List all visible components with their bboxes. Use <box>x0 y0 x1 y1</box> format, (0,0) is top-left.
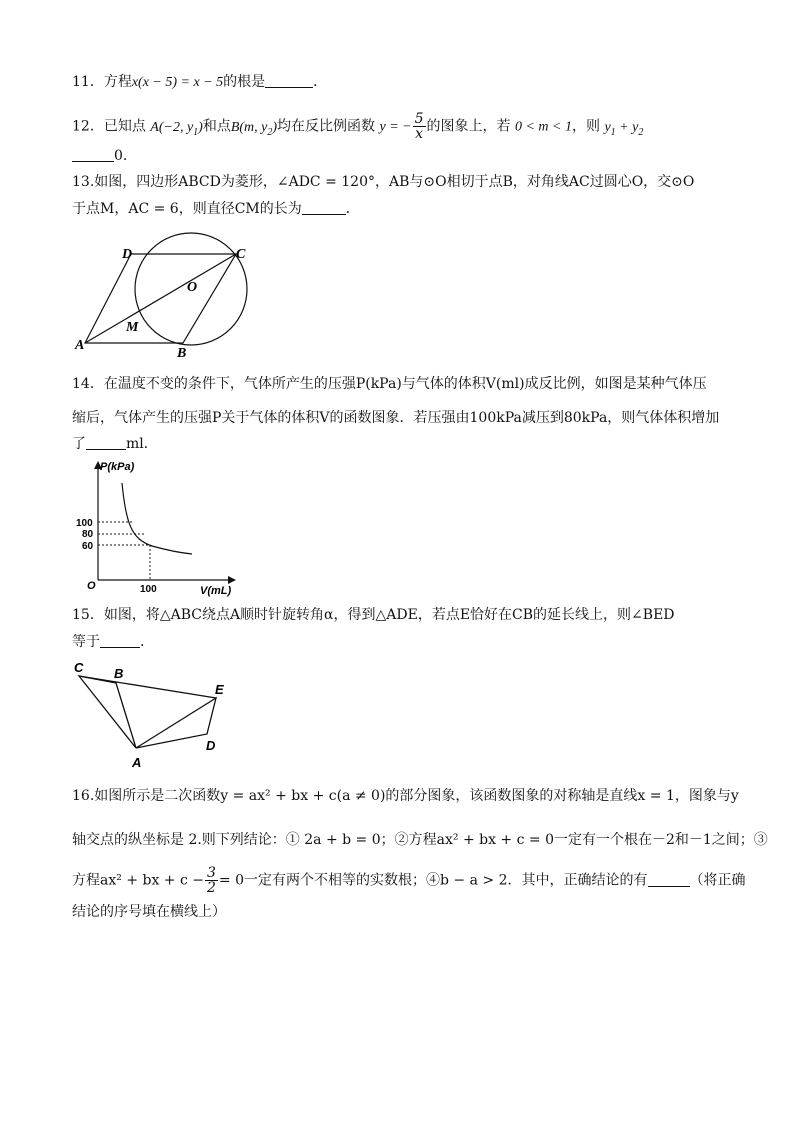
question-16-line4: 结论的序号填在横线上） <box>72 904 226 920</box>
label-a: A <box>132 755 142 770</box>
q12-number: 12．已知点 <box>72 118 146 135</box>
label-a: A <box>75 338 85 353</box>
question-15-line1: 15．如图，将△ABC绕点A顺时针旋转角α，得到△ADE，若点E恰好在CB的延长线上，则∠BED <box>72 607 675 623</box>
rhombus-circle-figure <box>70 225 260 365</box>
label-c: C <box>236 247 246 262</box>
label-d: D <box>122 247 133 262</box>
q12-end: 0． <box>114 148 137 164</box>
pressure-volume-chart <box>70 455 240 600</box>
question-16-line2: 轴交点的纵坐标是 2.则下列结论：① 2a + b = 0；②方程ax² + bx + c = 0一定有一个根在－2和－1之间；③ <box>72 832 768 848</box>
question-14-line1: 14．在温度不变的条件下，气体所产生的压强P(kPa)与气体的体积V(ml)成反比例，如图是某种气体压 <box>72 376 707 392</box>
q12-mid1: 和点 <box>202 118 231 135</box>
q12-mid3: 的图象上，若 <box>426 118 511 135</box>
question-15-line2: 等于 ． <box>72 634 154 650</box>
question-16-line1: 16.如图所示是二次函数y = ax² + bx + c(a ≠ 0)的部分图象，该函数图象的对称轴是直线x = 1，图象与y <box>72 788 739 804</box>
question-16-line3: 方程ax² + bx + c − $\frac{3}{2}$ = 0一定有两个不相等的实数根；④b − a > 2．其中，正确结论的有 （将正确 <box>72 865 746 896</box>
q14-answer-blank[interactable] <box>86 435 126 450</box>
q11-suffix: 的根是 <box>223 74 266 90</box>
label-o: O <box>187 280 198 295</box>
x-axis-arrow <box>228 576 236 584</box>
q16-answer-blank[interactable] <box>648 872 690 887</box>
question-11 <box>72 72 327 93</box>
q11-end: ． <box>313 74 328 90</box>
q12-mid2: 均在反比例函数 <box>277 118 376 135</box>
q11-equation: x(x − 5) = x − 5 <box>131 75 224 90</box>
inverse-curve <box>122 483 192 554</box>
label-b: B <box>177 346 187 361</box>
question-12-line2 <box>72 146 137 166</box>
triangle-ade <box>136 698 216 748</box>
question-14-line3: 了 ml． <box>72 436 158 452</box>
q12-sum: $y_1 + y_2$ <box>604 119 644 138</box>
x-axis-label: V(mL) <box>200 585 232 597</box>
label-b: B <box>114 666 124 681</box>
x-tick-100: 100 <box>140 584 157 595</box>
rotation-triangle-figure <box>70 658 245 773</box>
q16-fraction: $\frac{3}{2}$ <box>207 865 216 896</box>
q12-mid4: ，则 <box>572 118 600 135</box>
question-14-line2: 缩后，气体产生的压强P关于气体的体积V的函数图象．若压强由100kPa减压到80kPa，则气体体积增加 <box>72 410 720 426</box>
label-d: D <box>206 738 216 753</box>
q12-point-b: B(m, $y_2$) <box>230 119 278 138</box>
q12-point-a: A(−2, $y_1$) <box>150 119 203 138</box>
line-ce <box>79 676 216 698</box>
y-tick-60: 60 <box>82 541 94 552</box>
q15-answer-blank[interactable] <box>100 633 140 648</box>
q12-answer-blank[interactable] <box>72 147 114 162</box>
q12-condition: 0 < m < 1 <box>514 119 572 135</box>
q11-answer-blank[interactable] <box>265 73 313 88</box>
label-m: M <box>126 320 139 335</box>
q12-fraction: $\frac{5}{x}$ <box>414 111 424 142</box>
origin-label: O <box>87 580 96 592</box>
label-c: C <box>74 660 84 675</box>
question-12 <box>72 112 643 142</box>
y-tick-80: 80 <box>82 529 94 540</box>
question-13-line1: 13.如图，四边形ABCD为菱形，∠ADC = 120°，AB与⊙O相切于点B，对角线AC过圆心O，交⊙O <box>72 174 695 190</box>
y-tick-100: 100 <box>76 518 93 529</box>
triangle-abc <box>79 676 136 748</box>
y-axis-label: P(kPa) <box>100 461 135 473</box>
q13-answer-blank[interactable] <box>302 200 346 215</box>
label-e: E <box>215 682 224 697</box>
q11-number: 11．方程 <box>72 74 132 90</box>
question-13-line2: 于点M，AC = 6，则直径CM的长为 ． <box>72 201 360 217</box>
q12-func-lhs: y = − <box>379 119 412 135</box>
